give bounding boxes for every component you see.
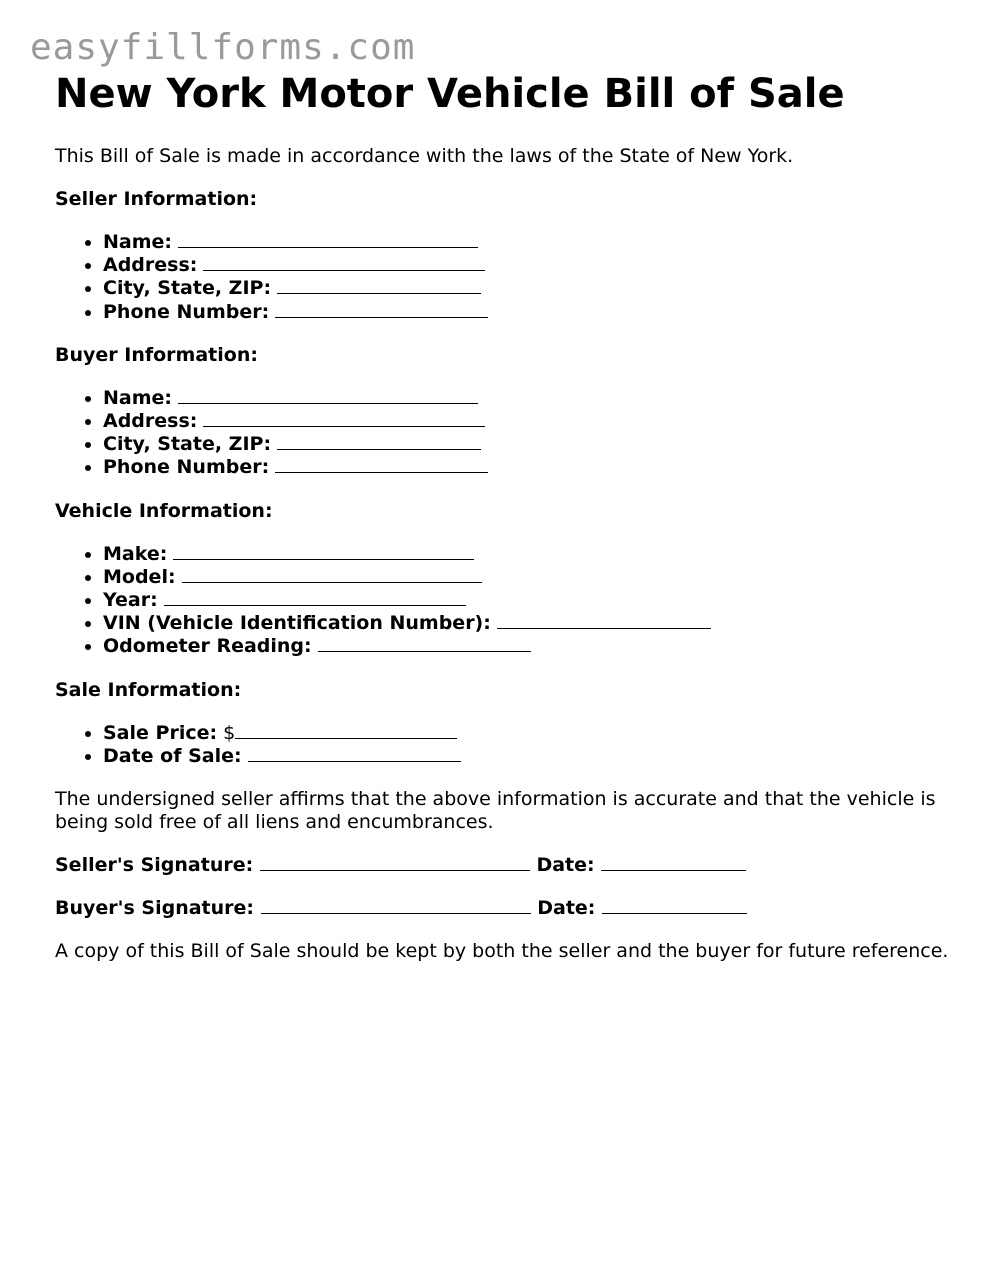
seller-signature-label: Seller's Signature: — [55, 854, 254, 877]
closing-note: A copy of this Bill of Sale should be kept by both the seller and the buyer for future reference. — [55, 940, 949, 963]
vehicle-vin-field[interactable] — [497, 612, 711, 629]
list-item — [103, 277, 955, 300]
list-item — [103, 456, 955, 479]
seller-phone-field[interactable] — [275, 301, 488, 318]
list-item — [103, 254, 955, 277]
sale-field-list — [55, 722, 955, 768]
buyer-address-field[interactable] — [203, 410, 485, 427]
sale-date-field[interactable] — [248, 745, 461, 762]
buyer-signature-label: Buyer's Signature: — [55, 897, 254, 920]
buyer-address-label: Address: — [103, 410, 198, 433]
page-title: New York Motor Vehicle Bill of Sale — [55, 71, 845, 117]
seller-affirmation-text: The undersigned seller affirms that the above information is accurate and that the vehicle is being sold free of all liens and encumbrances. — [55, 788, 936, 834]
buyer-heading: Buyer Information: — [55, 343, 258, 366]
buyer-date-label: Date: — [537, 897, 596, 920]
list-item — [103, 433, 955, 456]
buyer-name-label: Name: — [103, 386, 173, 409]
buyer-date-field[interactable] — [602, 897, 747, 914]
watermark-logo: easyfillforms.com — [30, 27, 416, 68]
buyer-name-field[interactable] — [178, 387, 478, 404]
list-item — [103, 301, 955, 324]
buyer-city-state-zip-field[interactable] — [277, 433, 481, 450]
seller-name-label: Name: — [103, 231, 173, 253]
list-item — [103, 635, 955, 658]
buyer-signature-line — [55, 897, 955, 920]
seller-signature-line — [55, 854, 955, 877]
sale-heading: Sale Information: — [55, 678, 242, 701]
list-item — [103, 612, 955, 635]
list-item — [103, 231, 955, 254]
vehicle-heading: Vehicle Information: — [55, 499, 273, 522]
list-item — [103, 745, 955, 768]
document — [55, 70, 955, 963]
list-item — [103, 566, 955, 589]
list-item — [103, 722, 955, 745]
sale-price-field[interactable] — [235, 722, 457, 739]
seller-address-field[interactable] — [203, 254, 485, 271]
seller-address-label: Address: — [103, 254, 198, 277]
vehicle-make-label: Make: — [103, 542, 168, 565]
seller-field-list — [55, 231, 955, 324]
buyer-phone-field[interactable] — [275, 456, 488, 473]
buyer-signature-field[interactable] — [261, 897, 531, 914]
buyer-city-state-zip-label: City, State, ZIP: — [103, 433, 272, 456]
seller-date-label: Date: — [536, 854, 595, 877]
sale-date-label: Date of Sale: — [103, 744, 242, 767]
vehicle-odometer-label: Odometer Reading: — [103, 635, 312, 658]
currency-symbol: $ — [223, 721, 236, 744]
vehicle-make-field[interactable] — [173, 543, 474, 560]
seller-heading: Seller Information: — [55, 188, 258, 210]
list-item — [103, 589, 955, 612]
vehicle-model-field[interactable] — [182, 566, 482, 583]
vehicle-year-field[interactable] — [164, 589, 466, 606]
buyer-field-list — [55, 387, 955, 480]
list-item — [103, 543, 955, 566]
vehicle-model-label: Model: — [103, 565, 176, 588]
intro-text: This Bill of Sale is made in accordance with the laws of the State of New York. — [55, 145, 794, 167]
vehicle-vin-label: VIN (Vehicle Identification Number): — [103, 612, 491, 635]
seller-name-field[interactable] — [178, 231, 478, 248]
seller-date-field[interactable] — [601, 854, 746, 871]
list-item — [103, 387, 955, 410]
sale-price-label: Sale Price: — [103, 721, 218, 744]
buyer-phone-label: Phone Number: — [103, 456, 270, 479]
seller-signature-field[interactable] — [260, 854, 530, 871]
list-item — [103, 410, 955, 433]
seller-city-state-zip-label: City, State, ZIP: — [103, 277, 272, 300]
seller-city-state-zip-field[interactable] — [277, 277, 481, 294]
vehicle-year-label: Year: — [103, 589, 158, 612]
vehicle-odometer-field[interactable] — [318, 635, 531, 652]
vehicle-field-list — [55, 543, 955, 659]
seller-phone-label: Phone Number: — [103, 300, 270, 323]
